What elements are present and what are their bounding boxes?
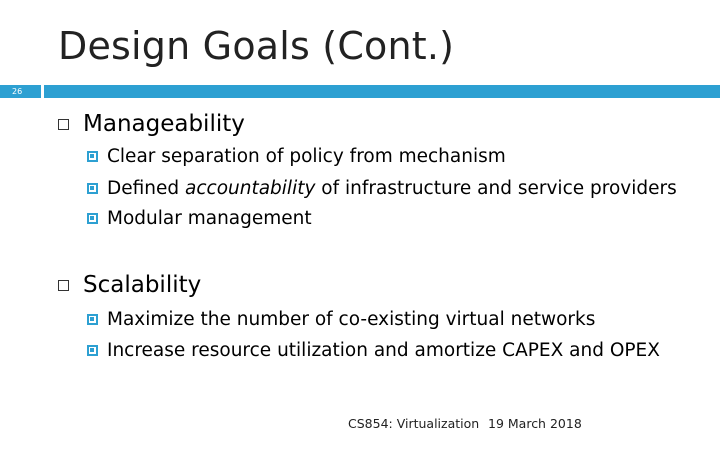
section-scalability (58, 272, 201, 298)
list-item-text: Maximize the number of co-existing virtual networks (107, 309, 596, 330)
list-item (87, 208, 312, 229)
list-item-text: Modular management (107, 208, 312, 229)
section-heading: Scalability (83, 272, 202, 298)
list-item (87, 146, 506, 167)
slide-number: 26 (12, 87, 23, 96)
slide-title: Design Goals (Cont.) (58, 24, 455, 68)
list-item (87, 340, 660, 361)
header-bar-right (44, 85, 720, 98)
square-bullet-icon (87, 213, 98, 224)
list-item-text: Increase resource utilization and amortize CAPEX and OPEX (107, 340, 660, 361)
square-bullet-icon (87, 314, 98, 325)
section-manageability (58, 111, 245, 137)
list-item (87, 309, 595, 330)
section-heading: Manageability (83, 111, 245, 137)
list-item-text: Defined accountability of infrastructure and service providers (107, 178, 677, 199)
footer-date: 19 March 2018 (488, 416, 582, 431)
checkbox-bullet-icon (58, 119, 69, 130)
list-item (87, 178, 677, 199)
checkbox-bullet-icon (58, 280, 69, 291)
square-bullet-icon (87, 345, 98, 356)
emphasis-text: accountability (185, 178, 316, 199)
list-item-text: Clear separation of policy from mechanism (107, 146, 506, 167)
square-bullet-icon (87, 183, 98, 194)
square-bullet-icon (87, 151, 98, 162)
footer-course: CS854: Virtualization (348, 416, 480, 431)
